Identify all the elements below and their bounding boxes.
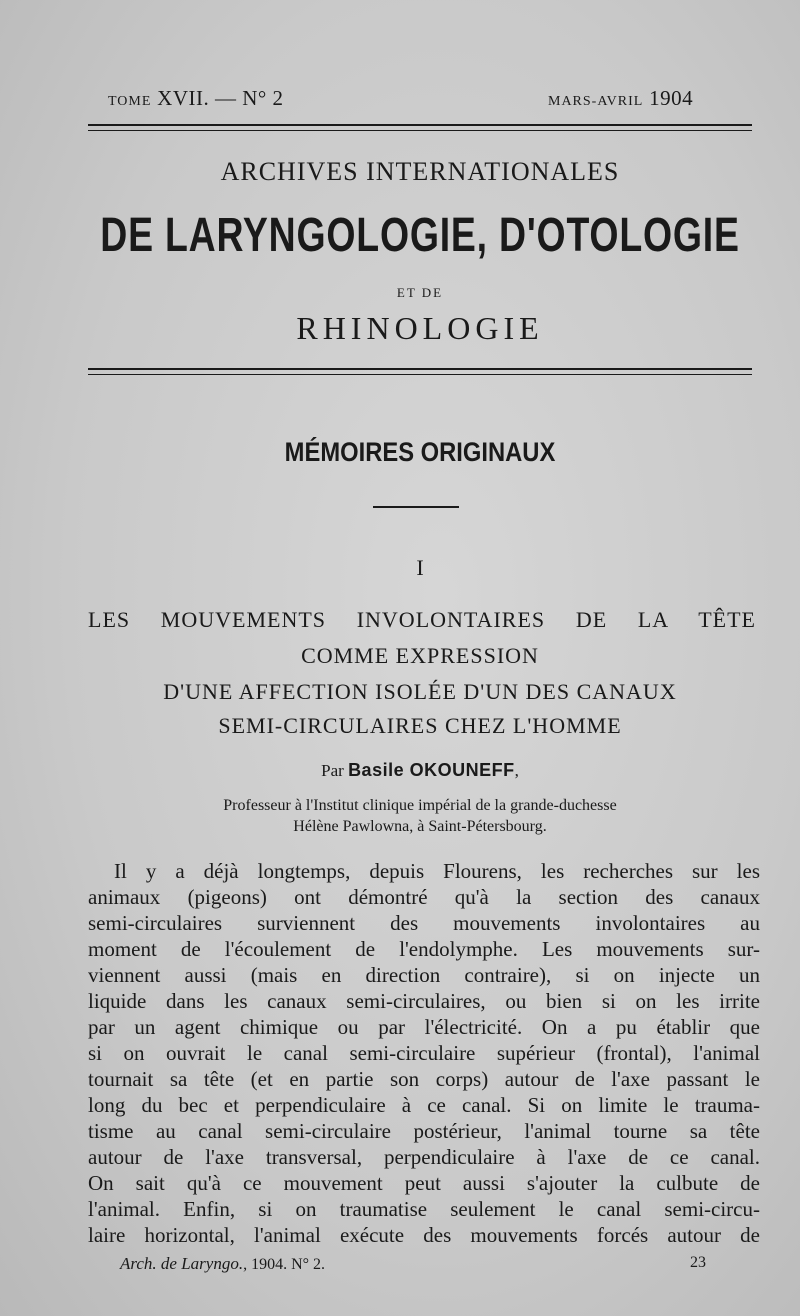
section-title: MÉMOIRES ORIGINAUX [284, 437, 556, 467]
body-line: moment de l'écoulement de l'endolymphe. Les mouvements sur- [88, 937, 760, 961]
article-title-line4: SEMI-CIRCULAIRES CHEZ L'HOMME [218, 713, 622, 738]
body-line: si on ouvrait le canal semi-circulaire supérieur (frontal), l'animal [88, 1041, 760, 1065]
header-rule-top [88, 124, 752, 126]
body-line: liquide dans les canaux semi-circulaires, ou bien si on les irrite [88, 989, 760, 1013]
section-rule [373, 506, 459, 508]
tome-label: TOME [108, 94, 152, 109]
tome-number: XVII. — N° 2 [157, 86, 284, 110]
article-title-line2: COMME EXPRESSION [301, 643, 539, 668]
body-line: laire horizontal, l'animal exécute des mouvements forcés autour de [88, 1223, 760, 1247]
article-title-line1: LES MOUVEMENTS INVOLONTAIRES DE LA TÊTE [88, 607, 756, 632]
masthead-rule-top [88, 368, 752, 370]
volume-issue [108, 86, 284, 111]
journal-title-line1: ARCHIVES INTERNATIONALES [220, 157, 620, 186]
article-body [88, 858, 760, 1248]
body-line: tournait sa tête (et en partie son corps) autour de l'axe passant le [88, 1067, 760, 1091]
body-line: On sait qu'à ce mouvement peut aussi s'ajouter la culbute de [88, 1171, 760, 1195]
body-line: tisme au canal semi-circulaire postérieur, l'animal tourne sa tête [88, 1119, 760, 1143]
article-title-line3: D'UNE AFFECTION ISOLÉE D'UN DES CANAUX [163, 679, 677, 704]
body-line: viennent aussi (mais en direction contraire), si on injecte un [88, 963, 760, 987]
issue-date [548, 86, 693, 111]
body-line: Il y a déjà longtemps, depuis Flourens, les recherches sur les [114, 859, 760, 883]
byline-prefix: Par [321, 761, 344, 780]
journal-title-line2: DE LARYNGOLOGIE, D'OTOLOGIE [100, 209, 740, 262]
journal-title-line4: RHINOLOGIE [296, 310, 544, 346]
masthead-rule-bottom [88, 374, 752, 375]
body-line: long du bec et perpendiculaire à ce canal. Si on limite le trauma- [88, 1093, 760, 1117]
page-number: 23 [690, 1254, 706, 1271]
footer-citation [120, 1254, 325, 1274]
body-line: animaux (pigeons) ont démontré qu'à la section des canaux [88, 885, 760, 909]
affiliation-line2: Hélène Pawlowna, à Saint-Pétersbourg. [293, 818, 547, 835]
issue-months: MARS-AVRIL [548, 94, 644, 109]
byline [0, 760, 800, 781]
footer-issue: , 1904. N° 2. [243, 1256, 326, 1273]
byline-suffix: , [514, 761, 519, 780]
journal-title-line3: ET DE [396, 285, 444, 300]
affiliation-line1: Professeur à l'Institut clinique impérial de la grande-duchesse [223, 797, 617, 814]
author-name: Basile OKOUNEFF [348, 760, 515, 780]
issue-year: 1904 [649, 86, 694, 110]
header-rule-bottom [88, 130, 752, 131]
body-line: autour de l'axe transversal, perpendiculaire à l'axe de ce canal. [88, 1145, 760, 1169]
body-line: par un agent chimique ou par l'électricité. On a pu établir que [88, 1015, 760, 1039]
body-line: semi-circulaires surviennent des mouvements involontaires au [88, 911, 760, 935]
body-line: l'animal. Enfin, si on traumatise seulement le canal semi-circu- [88, 1197, 760, 1221]
footer-journal-abbrev: Arch. de Laryngo. [120, 1254, 244, 1273]
article-numeral: I [416, 555, 424, 580]
